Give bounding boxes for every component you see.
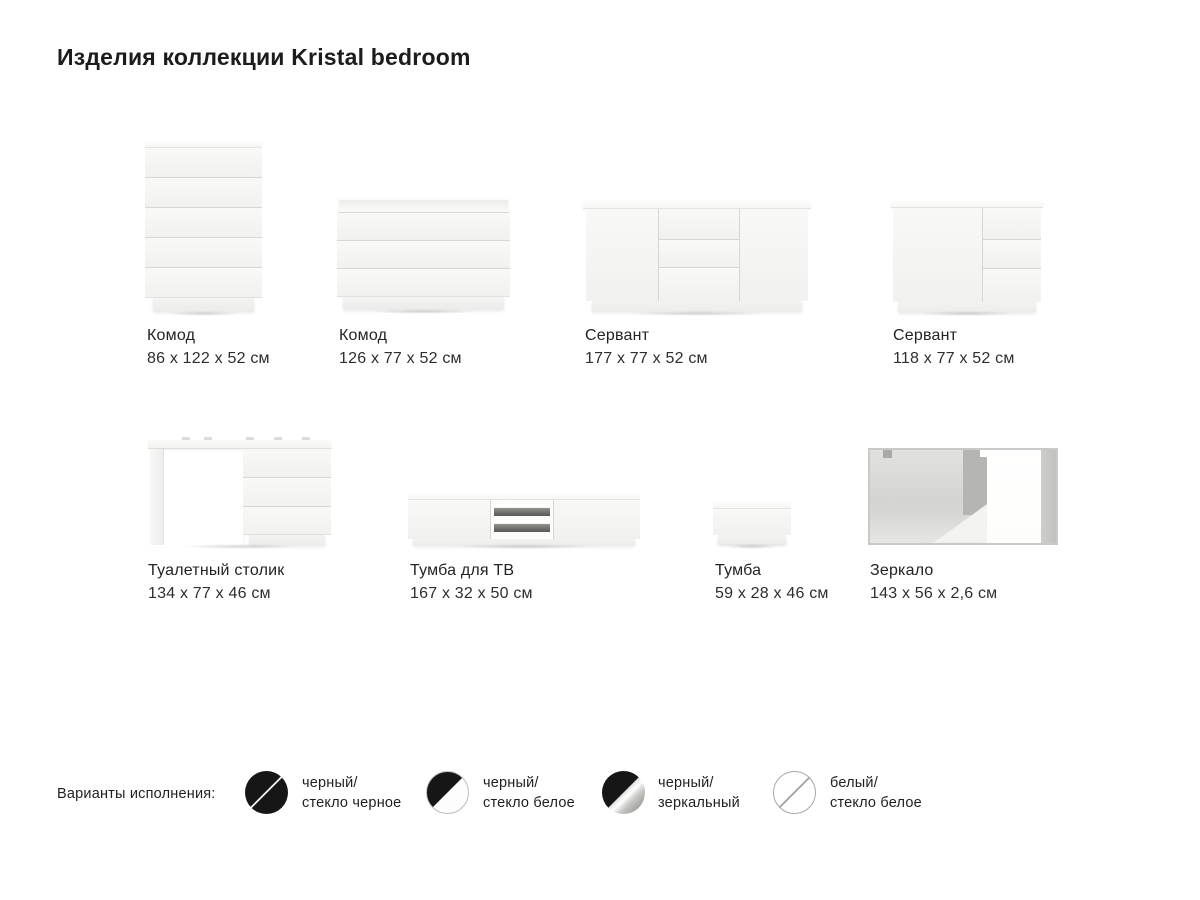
swatch-white-glass-white-icon [773,771,816,814]
drawer [145,208,262,238]
mirror-bracket [980,450,991,457]
variant-line: зеркальный [658,795,740,811]
drawer [337,241,510,269]
cabinet-door [586,209,658,301]
drawer [337,213,510,241]
dresser-wide-image [337,198,510,310]
drawer [659,209,739,240]
product-name: Сервант [893,327,958,344]
drawer [145,238,262,268]
mirror-reflection-pillar [1041,450,1056,543]
drawer [408,500,490,539]
drawer [243,478,331,507]
product-card-nightstand [713,502,829,602]
shelf-slot [494,504,550,516]
product-name: Тумба [715,562,762,579]
furniture-base [249,535,325,545]
open-shelf-section [490,500,554,539]
product-card-tv-stand [408,494,640,602]
cabinet-door [893,208,983,302]
furniture-base [592,301,802,311]
drawer [145,268,262,298]
sideboard-small-image [891,201,1043,312]
mirror-bracket [883,450,892,458]
shelf-slot [494,520,550,532]
variant-label-black-mirror [658,773,740,813]
product-name: Зеркало [870,562,934,579]
drawer-column [983,208,1041,302]
variant-line: черный/ [483,775,539,791]
dressing-table-image [148,437,331,545]
drawer [337,269,510,297]
product-dimensions: 86 x 122 x 52 см [147,350,270,367]
product-dimensions: 134 x 77 x 46 см [148,585,271,602]
drawer [243,449,331,478]
variant-line: стекло черное [302,795,402,811]
swatch-black-glass-black-icon [245,771,288,814]
variant-line: белый/ [830,775,878,791]
product-name: Сервант [585,327,650,344]
product-dimensions: 118 x 77 x 52 см [893,350,1015,367]
furniture-top [891,201,1043,208]
product-dimensions: 126 x 77 x 52 см [339,350,462,367]
furniture-top [337,198,510,213]
product-name: Комод [147,327,196,344]
furniture-base [413,539,635,545]
furniture-base [898,302,1036,312]
product-name: Тумба для ТВ [410,562,515,579]
drawer [554,500,640,539]
product-name: Комод [339,327,388,344]
drawer-column [243,449,331,545]
product-card-komod-wide [337,198,510,367]
product-dimensions: 177 x 77 x 52 см [585,350,708,367]
furniture-base [343,297,504,309]
product-dimensions: 143 x 56 x 2,6 см [870,585,998,602]
furniture-top [583,201,811,209]
table-top [148,440,331,449]
drawer [145,178,262,208]
furniture-base [153,298,254,311]
table-leg [150,449,164,545]
product-card-mirror [868,448,1058,602]
mirror-reflection-doorway [987,450,1041,543]
variant-label-black-glass-white [483,773,575,813]
drawer [983,240,1041,269]
swatch-black-mirror-icon [602,771,645,814]
product-dimensions: 167 x 32 x 50 см [410,585,533,602]
variant-label-white-glass-white [830,773,922,813]
product-name: Туалетный столик [148,562,285,579]
drawer [659,268,739,301]
variant-line: черный/ [302,775,358,791]
variant-line: черный/ [658,775,714,791]
furniture-base [718,535,786,544]
furniture-top [713,502,791,509]
drawer [983,208,1041,240]
nightstand-image [713,502,791,545]
variants-label: Варианты исполнения: [57,786,216,802]
drawer-column [658,209,740,301]
product-card-dressing-table [148,437,331,602]
product-card-servant-small [891,201,1043,367]
drawer [145,148,262,178]
drawer [243,507,331,535]
mirror-image [868,448,1058,545]
drawer [713,509,791,535]
variant-label-black-glass-black [302,773,401,813]
product-card-servant-large [583,201,811,367]
dresser-tall-image [145,142,262,312]
drawer [983,269,1041,302]
tv-stand-image [408,494,640,545]
swatch-black-glass-white-icon [426,771,469,814]
sideboard-large-image [583,201,811,312]
drawer [659,240,739,268]
page-title: Изделия коллекции Kristal bedroom [57,44,471,70]
variant-line: стекло белое [483,795,575,811]
product-dimensions: 59 x 28 x 46 см [715,585,829,602]
cabinet-door [740,209,808,301]
variant-line: стекло белое [830,795,922,811]
product-card-komod-tall [145,142,270,367]
